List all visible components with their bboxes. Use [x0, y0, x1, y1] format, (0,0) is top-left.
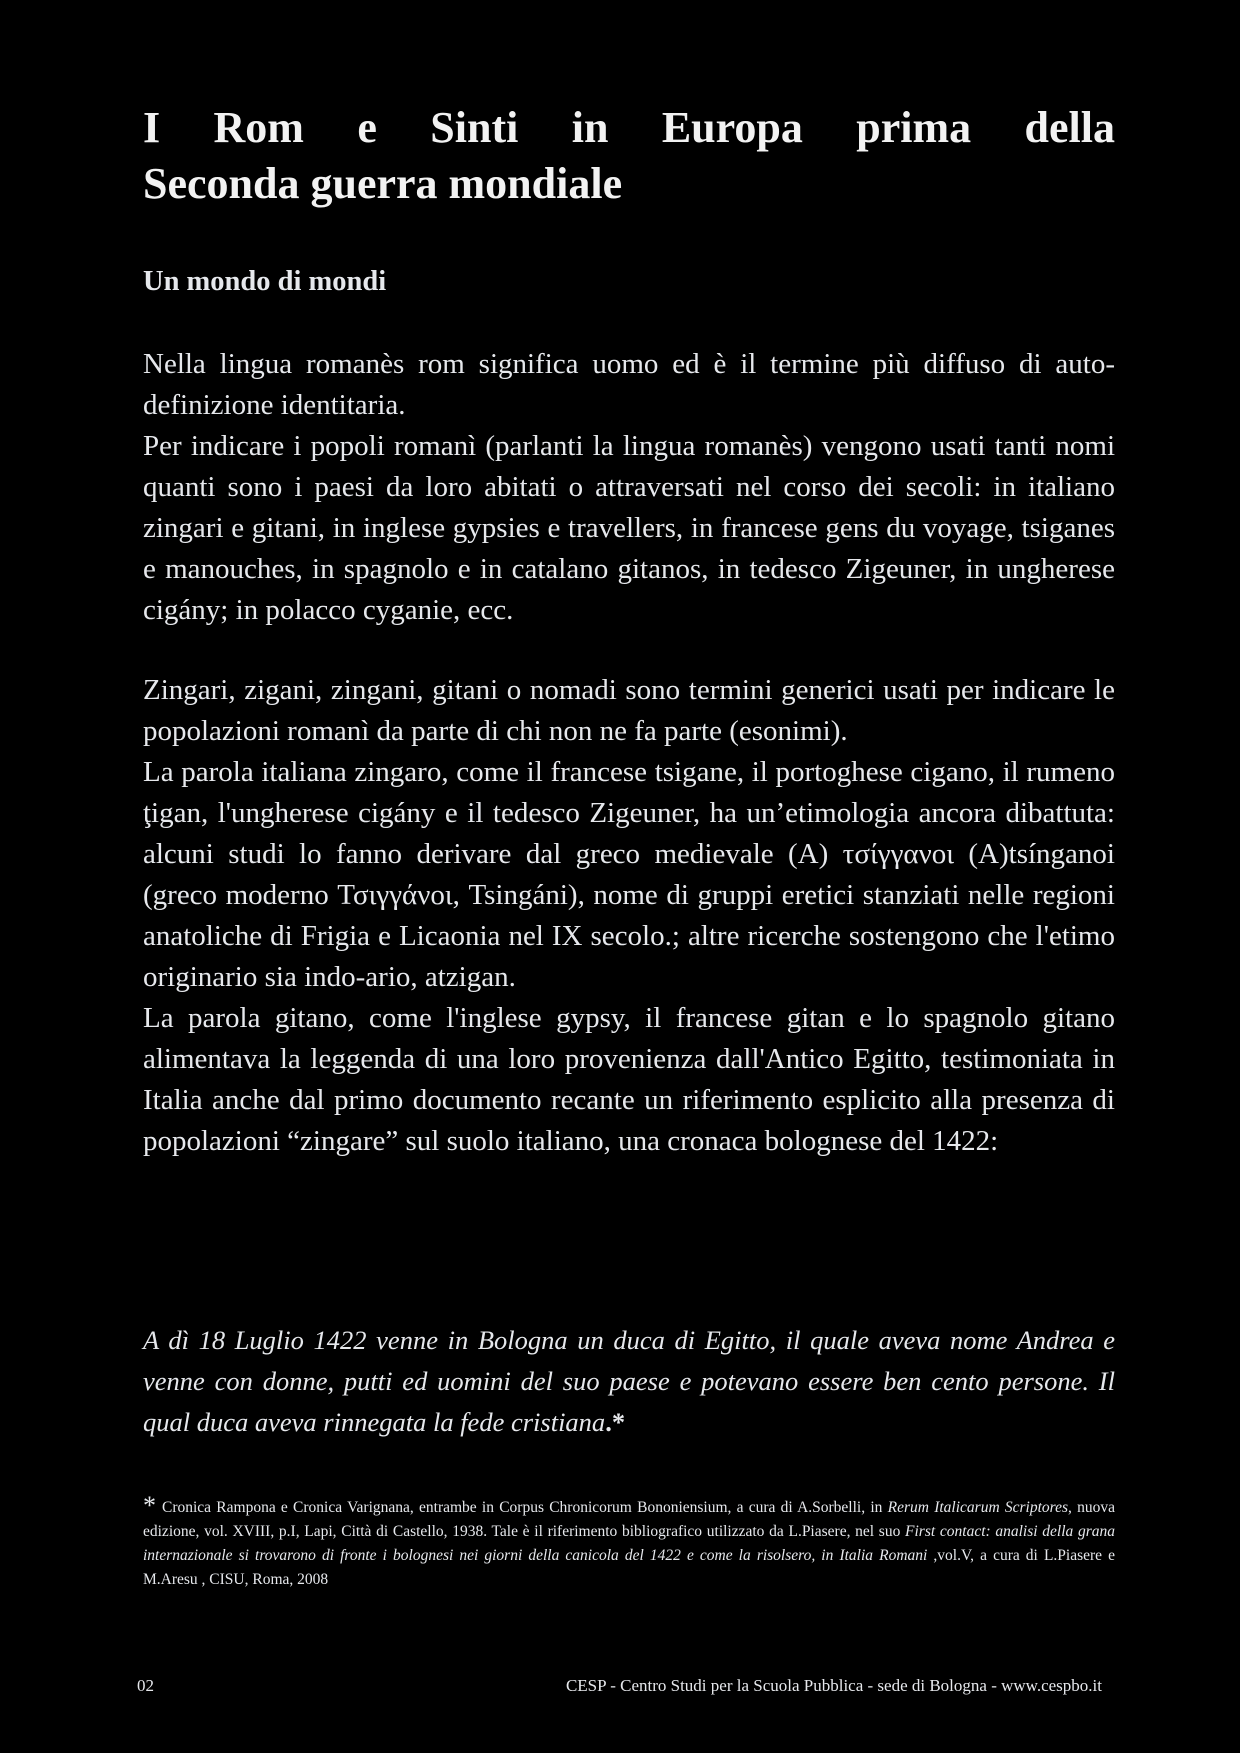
quote-text: A dì 18 Luglio 1422 venne in Bologna un duca di Egitto, il quale aveva nome Andrea e venne con donne, putti ed uomini del suo paese e potevano essere ben cento persone. Il qual duca aveva rinnegata la fede cristiana — [143, 1325, 1115, 1437]
footnote-text-2: , nuova edizione, vol. XVIII, p.I, Lapi, Città di Castello, 1938. Tale è il riferimento bibliografico utilizzato da L.Piasere, nel suo — [143, 1499, 1116, 1540]
footnote-title-2: First contact: analisi della grana internazionale si trovarono di fronte i bolognesi nei giorni della canicola del 1422 e come la risolsero, in Italia Romani — [143, 1523, 1115, 1564]
paragraph-4: La parola italiana zingaro, come il francese tsigane, il portoghese cigano, il rumeno ţigan, l'ungherese cigány e il tedesco Zigeuner, ha un’etimologia ancora dibattuta: alcuni studi lo fanno derivare dal greco medievale (A) τσίγγανοι (A)tsínganoi (greco moderno Τσιγγάνοι, Tsingáni), nome di gruppi eretici stanziati nelle regioni anatoliche di Frigia e Licaonia nel IX secolo.; altre ricerche sostengono che l'etimo originario sia indo-ario, atzigan. — [143, 756, 1115, 993]
footnote-text-3: ,vol.V, a cura di L.Piasere e M.Aresu , CISU, Roma, 2008 — [143, 1547, 1116, 1588]
page-title — [143, 100, 1115, 212]
paragraph-2: Per indicare i popoli romanì (parlanti la lingua romanès) vengono usati tanti nomi quanti sono i paesi da loro abitati o attraversati nel corso dei secoli: in italiano zingari e gitani, in inglese gypsies e travellers, in francese gens du voyage, tsiganes e manouches, in spagnolo e in catalano gitanos, in tedesco Zigeuner, in ungherese cigány; in polacco cyganie, ecc. — [143, 430, 1115, 626]
paragraph-1: Nella lingua romanès rom significa uomo ed è il termine più diffuso di auto-definizione identitaria. — [143, 348, 1115, 421]
footnote-title-1: Rerum Italicarum Scriptores — [887, 1499, 1069, 1516]
footnote-text-1: Cronica Rampona e Cronica Varignana, entrambe in Corpus Chronicorum Bononiensium, a cura di A.Sorbelli, in — [162, 1499, 888, 1516]
footer-publisher: CESP - Centro Studi per la Scuola Pubblica - sede di Bologna - www.cespbo.it — [565, 1676, 1102, 1695]
quote-footnote-mark: .* — [605, 1407, 626, 1437]
body-text — [143, 344, 1115, 1162]
title-line-1: I Rom e Sinti in Europa prima della — [143, 103, 1115, 152]
footnote-mark: * — [143, 1491, 156, 1520]
title-line-2: Seconda guerra mondiale — [143, 159, 623, 208]
paragraph-3: Zingari, zigani, zingani, gitani o nomadi sono termini generici usati per indicare le popolazioni romanì da parte di chi non ne fa parte (esonimi). — [143, 674, 1115, 747]
chronicle-quote — [143, 1320, 1115, 1443]
page-number: 02 — [137, 1676, 154, 1695]
section-subtitle: Un mondo di mondi — [143, 266, 387, 297]
paragraph-5: La parola gitano, come l'inglese gypsy, il francese gitan e lo spagnolo gitano alimentava la leggenda di una loro provenienza dall'Antico Egitto, testimoniata in Italia anche dal primo documento recante un riferimento esplicito alla presenza di popolazioni “zingare” sul suolo italiano, una cronaca bolognese del 1422: — [143, 1002, 1115, 1157]
footnote — [143, 1491, 1116, 1592]
